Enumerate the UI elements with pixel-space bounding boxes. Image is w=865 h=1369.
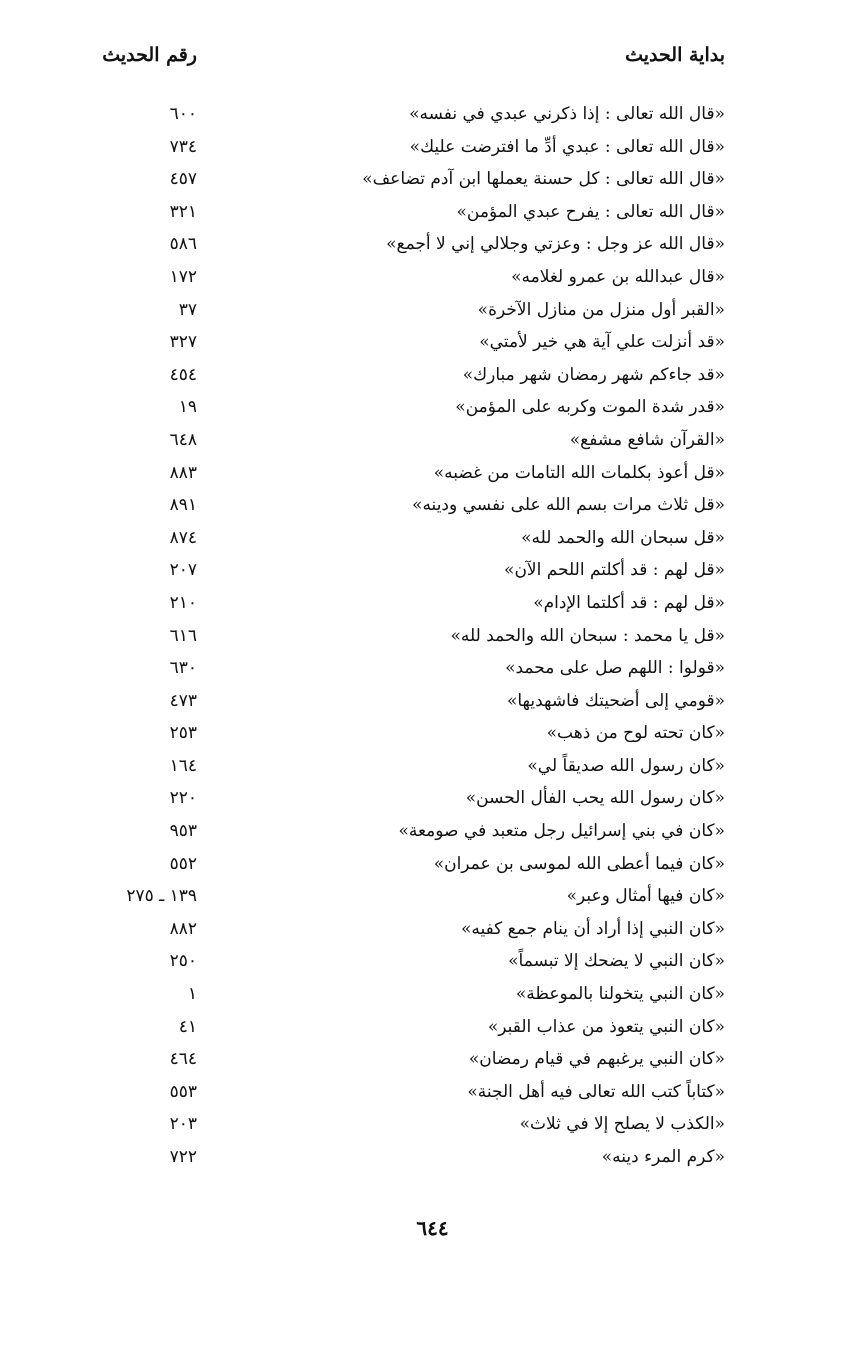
hadith-number: ٦١٦ <box>169 625 197 646</box>
hadith-number: ٩٥٣ <box>169 821 197 842</box>
hadith-number: ٤٧٣ <box>169 690 197 711</box>
list-item <box>0 1143 865 1176</box>
list-item <box>0 882 865 915</box>
hadith-number: ٦٤٨ <box>169 429 197 450</box>
hadith-number: ٨٧٤ <box>169 527 197 548</box>
list-item <box>0 361 865 394</box>
hadith-start-text: «قدر شدة الموت وكربه على المؤمن» <box>455 397 725 418</box>
hadith-start-text: «كان النبي إذا أراد أن ينام جمع كفيه» <box>460 918 725 939</box>
hadith-start-text: «القرآن شافع مشفع» <box>569 429 725 450</box>
hadith-start-text: «كان النبي يتعوذ من عذاب القبر» <box>487 1016 725 1037</box>
hadith-number: ٣٢١ <box>169 201 197 222</box>
list-item <box>0 980 865 1013</box>
column-header-number: رقم الحديث <box>102 44 197 66</box>
hadith-start-text: «كان النبي لا يضحك إلا تبسماً» <box>508 951 725 972</box>
list-item <box>0 1013 865 1046</box>
hadith-start-text: «قومي إلى أضحيتك فاشهديها» <box>506 690 725 711</box>
list-item <box>0 752 865 785</box>
hadith-start-text: «قل ثلاث مرات بسم الله على نفسي ودينه» <box>412 495 725 516</box>
hadith-start-text: «قال الله تعالى : يفرح عبدي المؤمن» <box>456 201 725 222</box>
list-item <box>0 328 865 361</box>
list-item <box>0 426 865 459</box>
list-item <box>0 817 865 850</box>
hadith-number: ١٧٢ <box>169 266 197 287</box>
list-item <box>0 230 865 263</box>
hadith-start-text: «قل أعوذ بكلمات الله التامات من غضبه» <box>433 462 725 483</box>
list-item <box>0 133 865 166</box>
list-item <box>0 1078 865 1111</box>
hadith-number: ٤١ <box>178 1016 197 1037</box>
hadith-number: ٢٠٣ <box>169 1114 197 1135</box>
hadith-number: ٧٢٢ <box>169 1147 197 1167</box>
hadith-start-text: «كان النبي يتخولنا بالموعظة» <box>515 984 725 1005</box>
hadith-start-text: «كتاباً كتب الله تعالى فيه أهل الجنة» <box>467 1081 725 1102</box>
hadith-number: ٣٢٧ <box>169 332 197 353</box>
hadith-number: ٥٥٢ <box>169 853 197 874</box>
hadith-start-text: «كان رسول الله صديقاً لي» <box>527 755 725 776</box>
hadith-number: ٢٠٧ <box>169 560 197 581</box>
hadith-number: ٤٦٤ <box>169 1049 197 1070</box>
hadith-number: ٧٣٤ <box>169 136 197 157</box>
list-item <box>0 556 865 589</box>
hadith-start-text: «الكذب لا يصلح إلا في ثلاث» <box>519 1114 725 1135</box>
list-item <box>0 1110 865 1143</box>
hadith-number: ١٦٤ <box>169 755 197 776</box>
hadith-start-text: «قولوا : اللهم صل على محمد» <box>505 658 725 679</box>
list-item <box>0 165 865 198</box>
list-item <box>0 589 865 622</box>
hadith-start-text: «كان النبي يرغبهم في قيام رمضان» <box>468 1049 725 1070</box>
hadith-number: ٢٥٠ <box>169 951 197 972</box>
hadith-number: ٤٥٤ <box>169 364 197 385</box>
list-item <box>0 915 865 948</box>
hadith-number: ٤٥٧ <box>169 169 197 190</box>
hadith-number: ١٣٩ ـ ٢٧٥ <box>126 886 197 907</box>
hadith-number: ٨٨٢ <box>169 918 197 939</box>
hadith-start-text: «قال الله تعالى : كل حسنة يعملها ابن آدم تضاعف» <box>362 169 725 190</box>
list-item <box>0 296 865 329</box>
list-item <box>0 100 865 133</box>
hadith-number: ٨٩١ <box>169 495 197 516</box>
list-item <box>0 459 865 492</box>
hadith-number: ١ <box>187 984 197 1005</box>
list-item <box>0 393 865 426</box>
list-item <box>0 947 865 980</box>
list-item <box>0 622 865 655</box>
hadith-number: ٦٠٠ <box>169 104 197 124</box>
hadith-start-text: «كان في بني إسرائيل رجل متعبد في صومعة» <box>398 821 725 842</box>
hadith-start-text: «قال الله تعالى : عبدي أدِّ ما افترضت عليك» <box>409 136 725 157</box>
hadith-start-text: «قل لهم : قد أكلتما الإدام» <box>533 592 725 613</box>
hadith-start-text: «كان تحته لوح من ذهب» <box>546 723 725 744</box>
list-item <box>0 784 865 817</box>
hadith-number: ٨٨٣ <box>169 462 197 483</box>
hadith-start-text: «قال عبدالله بن عمرو لغلامه» <box>511 266 725 287</box>
hadith-number: ١٩ <box>178 397 197 418</box>
list-item <box>0 654 865 687</box>
column-header-start: بداية الحديث <box>625 44 725 66</box>
hadith-start-text: «قل يا محمد : سبحان الله والحمد لله» <box>450 625 725 646</box>
list-item <box>0 719 865 752</box>
hadith-start-text: «قد أنزلت علي آية هي خير لأمتي» <box>479 332 725 353</box>
list-item <box>0 687 865 720</box>
hadith-start-text: «قال الله تعالى : إذا ذكرني عبدي في نفسه» <box>409 104 725 124</box>
hadith-start-text: «قد جاءكم شهر رمضان شهر مبارك» <box>462 364 725 385</box>
list-item <box>0 1045 865 1078</box>
list-item <box>0 491 865 524</box>
hadith-number: ٥٥٣ <box>169 1081 197 1102</box>
list-item <box>0 263 865 296</box>
hadith-number: ٢٢٠ <box>169 788 197 809</box>
list-item <box>0 524 865 557</box>
hadith-start-text: «قل سبحان الله والحمد لله» <box>521 527 725 548</box>
hadith-index-list <box>0 100 865 1176</box>
hadith-start-text: «قل لهم : قد أكلتم اللحم الآن» <box>504 560 725 581</box>
hadith-start-text: «كان فيما أعطى الله لموسى بن عمران» <box>433 853 725 874</box>
hadith-start-text: «كرم المرء دينه» <box>601 1147 725 1167</box>
list-item <box>0 850 865 883</box>
hadith-number: ٦٣٠ <box>169 658 197 679</box>
page-number: ٦٤٤ <box>416 1216 449 1240</box>
hadith-number: ٣٧ <box>178 299 197 320</box>
hadith-number: ٥٨٦ <box>169 234 197 255</box>
hadith-start-text: «كان فيها أمثال وعبر» <box>566 886 725 907</box>
hadith-number: ٢٥٣ <box>169 723 197 744</box>
hadith-start-text: «كان رسول الله يحب الفأل الحسن» <box>465 788 725 809</box>
hadith-start-text: «القبر أول منزل من منازل الآخرة» <box>477 299 725 320</box>
hadith-start-text: «قال الله عز وجل : وعزتي وجلالي إني لا أجمع» <box>386 234 725 255</box>
list-item <box>0 198 865 231</box>
hadith-number: ٢١٠ <box>169 592 197 613</box>
